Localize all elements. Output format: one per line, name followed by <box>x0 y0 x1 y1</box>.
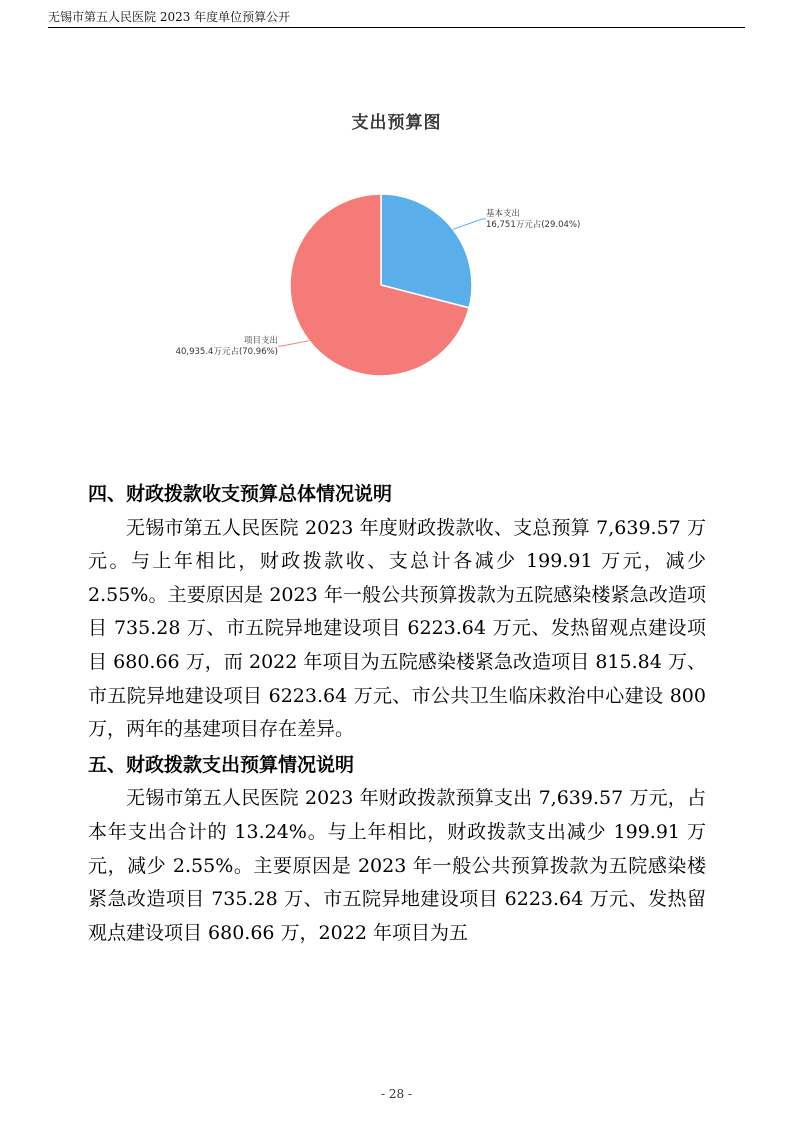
pie-label-name-1: 基本支出 <box>486 209 521 219</box>
section-4-paragraph: 无锡市第五人民医院 2023 年度财政拨款收、支总预算 7,639.57 万元。与上年相比，财政拨款收、支总计各减少 199.91 万元，减少 2.55%。主要原因是 2023 年一般公共预算拨款为五院感染楼紧急改造项目 735.28 万、市五院异地建设项目 6223.64 万元、发热留观点建设项目 680.66 万，而 2022 年项目为五院感染楼紧急改造项目 815.84 万、市五院异地建设项目 6223.64 万元、市公共卫生临床救治中心建设 800 万，两年的基建项目存在差异。 <box>88 516 706 741</box>
main-content <box>88 478 706 950</box>
page-header: 无锡市第五人民医院 2023 年度单位预算公开 <box>48 10 291 24</box>
pie-label-value-1: 16,751万元占(29.04%) <box>486 220 581 230</box>
section-4-heading: 四、财政拨款收支预算总体情况说明 <box>88 483 393 505</box>
pie-leader-line-1 <box>453 219 486 229</box>
page-number: - 28 - <box>380 1087 412 1101</box>
pie-leader-line-2 <box>278 341 309 346</box>
pie-chart <box>0 0 793 460</box>
chart-title: 支出预算图 <box>351 113 442 133</box>
section-5-heading: 五、财政拨款支出预算情况说明 <box>88 753 355 776</box>
section-5-paragraph: 无锡市第五人民医院 2023 年财政拨款预算支出 7,639.57 万元，占本年支出合计的 13.24%。与上年相比，财政拨款支出减少 199.91 万元，减少 2.55%。主要原因是 2023 年一般公共预算拨款为五院感染楼紧急改造项目 735.28 万、市五院异地建设项目 6223.64 万元、发热留观点建设项目 680.66 万，2022 年项目为五 <box>88 787 706 944</box>
pie-label-name-2: 项目支出 <box>243 336 278 346</box>
pie-label-value-2: 40,935.4万元占(70.96%) <box>175 347 278 357</box>
